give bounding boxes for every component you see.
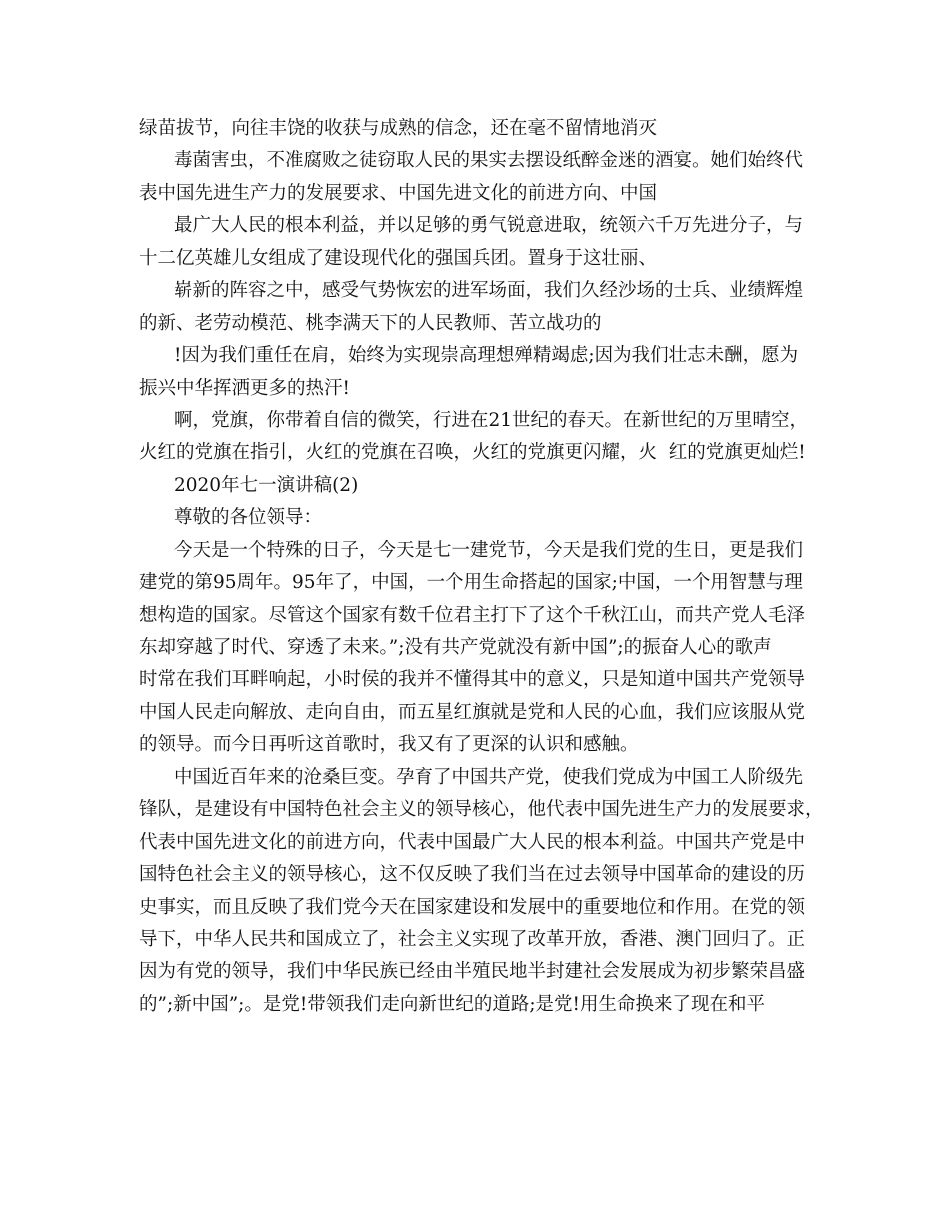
text-line: 的领导。而今日再听这首歌时，我又有了更深的认识和感触。 [139,734,639,756]
document-body [139,113,824,1021]
text-line: 史事实，而且反映了我们党今天在国家建设和发展中的重要地位和作用。在党的领 [139,896,806,918]
text-line: 导下，中华人民共和国成立了，社会主义实现了改革开放，香港、澳门回归了。正 [139,928,806,950]
text-line: 绿苗拔节，向往丰饶的收获与成熟的信念，还在毫不留情地消灭 [139,118,658,139]
text-line: 锋队，是建设有中国特色社会主义的领导核心，他代表中国先进生产力的发展要求， [139,799,824,821]
section-heading: 2020年七一演讲稿(2) [174,474,359,496]
text-line: 火红的党旗在指引，火红的党旗在召唤，火红的党旗更闪耀，火 红的党旗更灿烂! [139,442,806,464]
text-line: 中国近百年来的沧桑巨变。孕育了中国共产党，使我们党成为中国工人阶级先 [174,766,804,788]
text-line: 因为有党的领导，我们中华民族已经由半殖民地半封建社会发展成为初步繁荣昌盛 [139,961,806,983]
text-line: 建党的第95周年。95年了，中国，一个用生命搭起的国家;中国，一个用智慧与理 [139,572,803,594]
text-line: 崭新的阵容之中，感受气势恢宏的进军场面，我们久经沙场的士兵、业绩辉煌 [174,280,804,302]
text-line: 中国人民走向解放、走向自由，而五星红旗就是党和人民的心血，我们应该服从党 [139,701,806,723]
text-line: 振兴中华挥洒更多的热汗! [139,377,350,399]
text-line: 东却穿越了时代、穿透了未来。”;没有共产党就没有新中国”;的振奋人心的歌声 [139,637,772,658]
text-line: 代表中国先进文化的前进方向，代表中国最广大人民的根本利益。中国共产党是中 [139,831,806,853]
text-line: 毒菌害虫，不准腐败之徒窃取人民的果实去摆设纸醉金迷的酒宴。她们始终代 [174,150,804,172]
text-line: 最广大人民的根本利益，并以足够的勇气锐意进取，统领六千万先进分子，与 [174,215,804,237]
text-line: 啊，党旗，你带着自信的微笑，行进在21世纪的春天。在新世纪的万里晴空， [174,409,809,431]
text-line: 的”;新中国”;。是党!带领我们走向新世纪的道路;是党!用生命换来了现在和平 [139,993,765,1015]
text-line: 国特色社会主义的领导核心，这不仅反映了我们当在过去领导中国革命的建设的历 [139,864,806,886]
salutation: 尊敬的各位领导： [174,507,323,529]
text-line: 表中国先进生产力的发展要求、中国先进文化的前进方向、中国 [139,182,658,204]
text-line: 十二亿英雄儿女组成了建设现代化的强国兵团。置身于这壮丽、 [139,247,658,269]
text-line: 今天是一个特殊的日子，今天是七一建党节，今天是我们党的生日，更是我们 [174,539,804,561]
text-line: 时常在我们耳畔响起，小时侯的我并不懂得其中的意义，只是知道中国共产党领导 [139,669,806,691]
text-line: 的新、老劳动模范、桃李满天下的人民教师、苦立战功的 [139,312,602,334]
text-line: !因为我们重任在肩，始终为实现崇高理想殚精竭虑;因为我们壮志未酬，愿为 [174,345,799,367]
text-line: 想构造的国家。尽管这个国家有数千位君主打下了这个千秋江山，而共产党人毛泽 [139,604,806,626]
